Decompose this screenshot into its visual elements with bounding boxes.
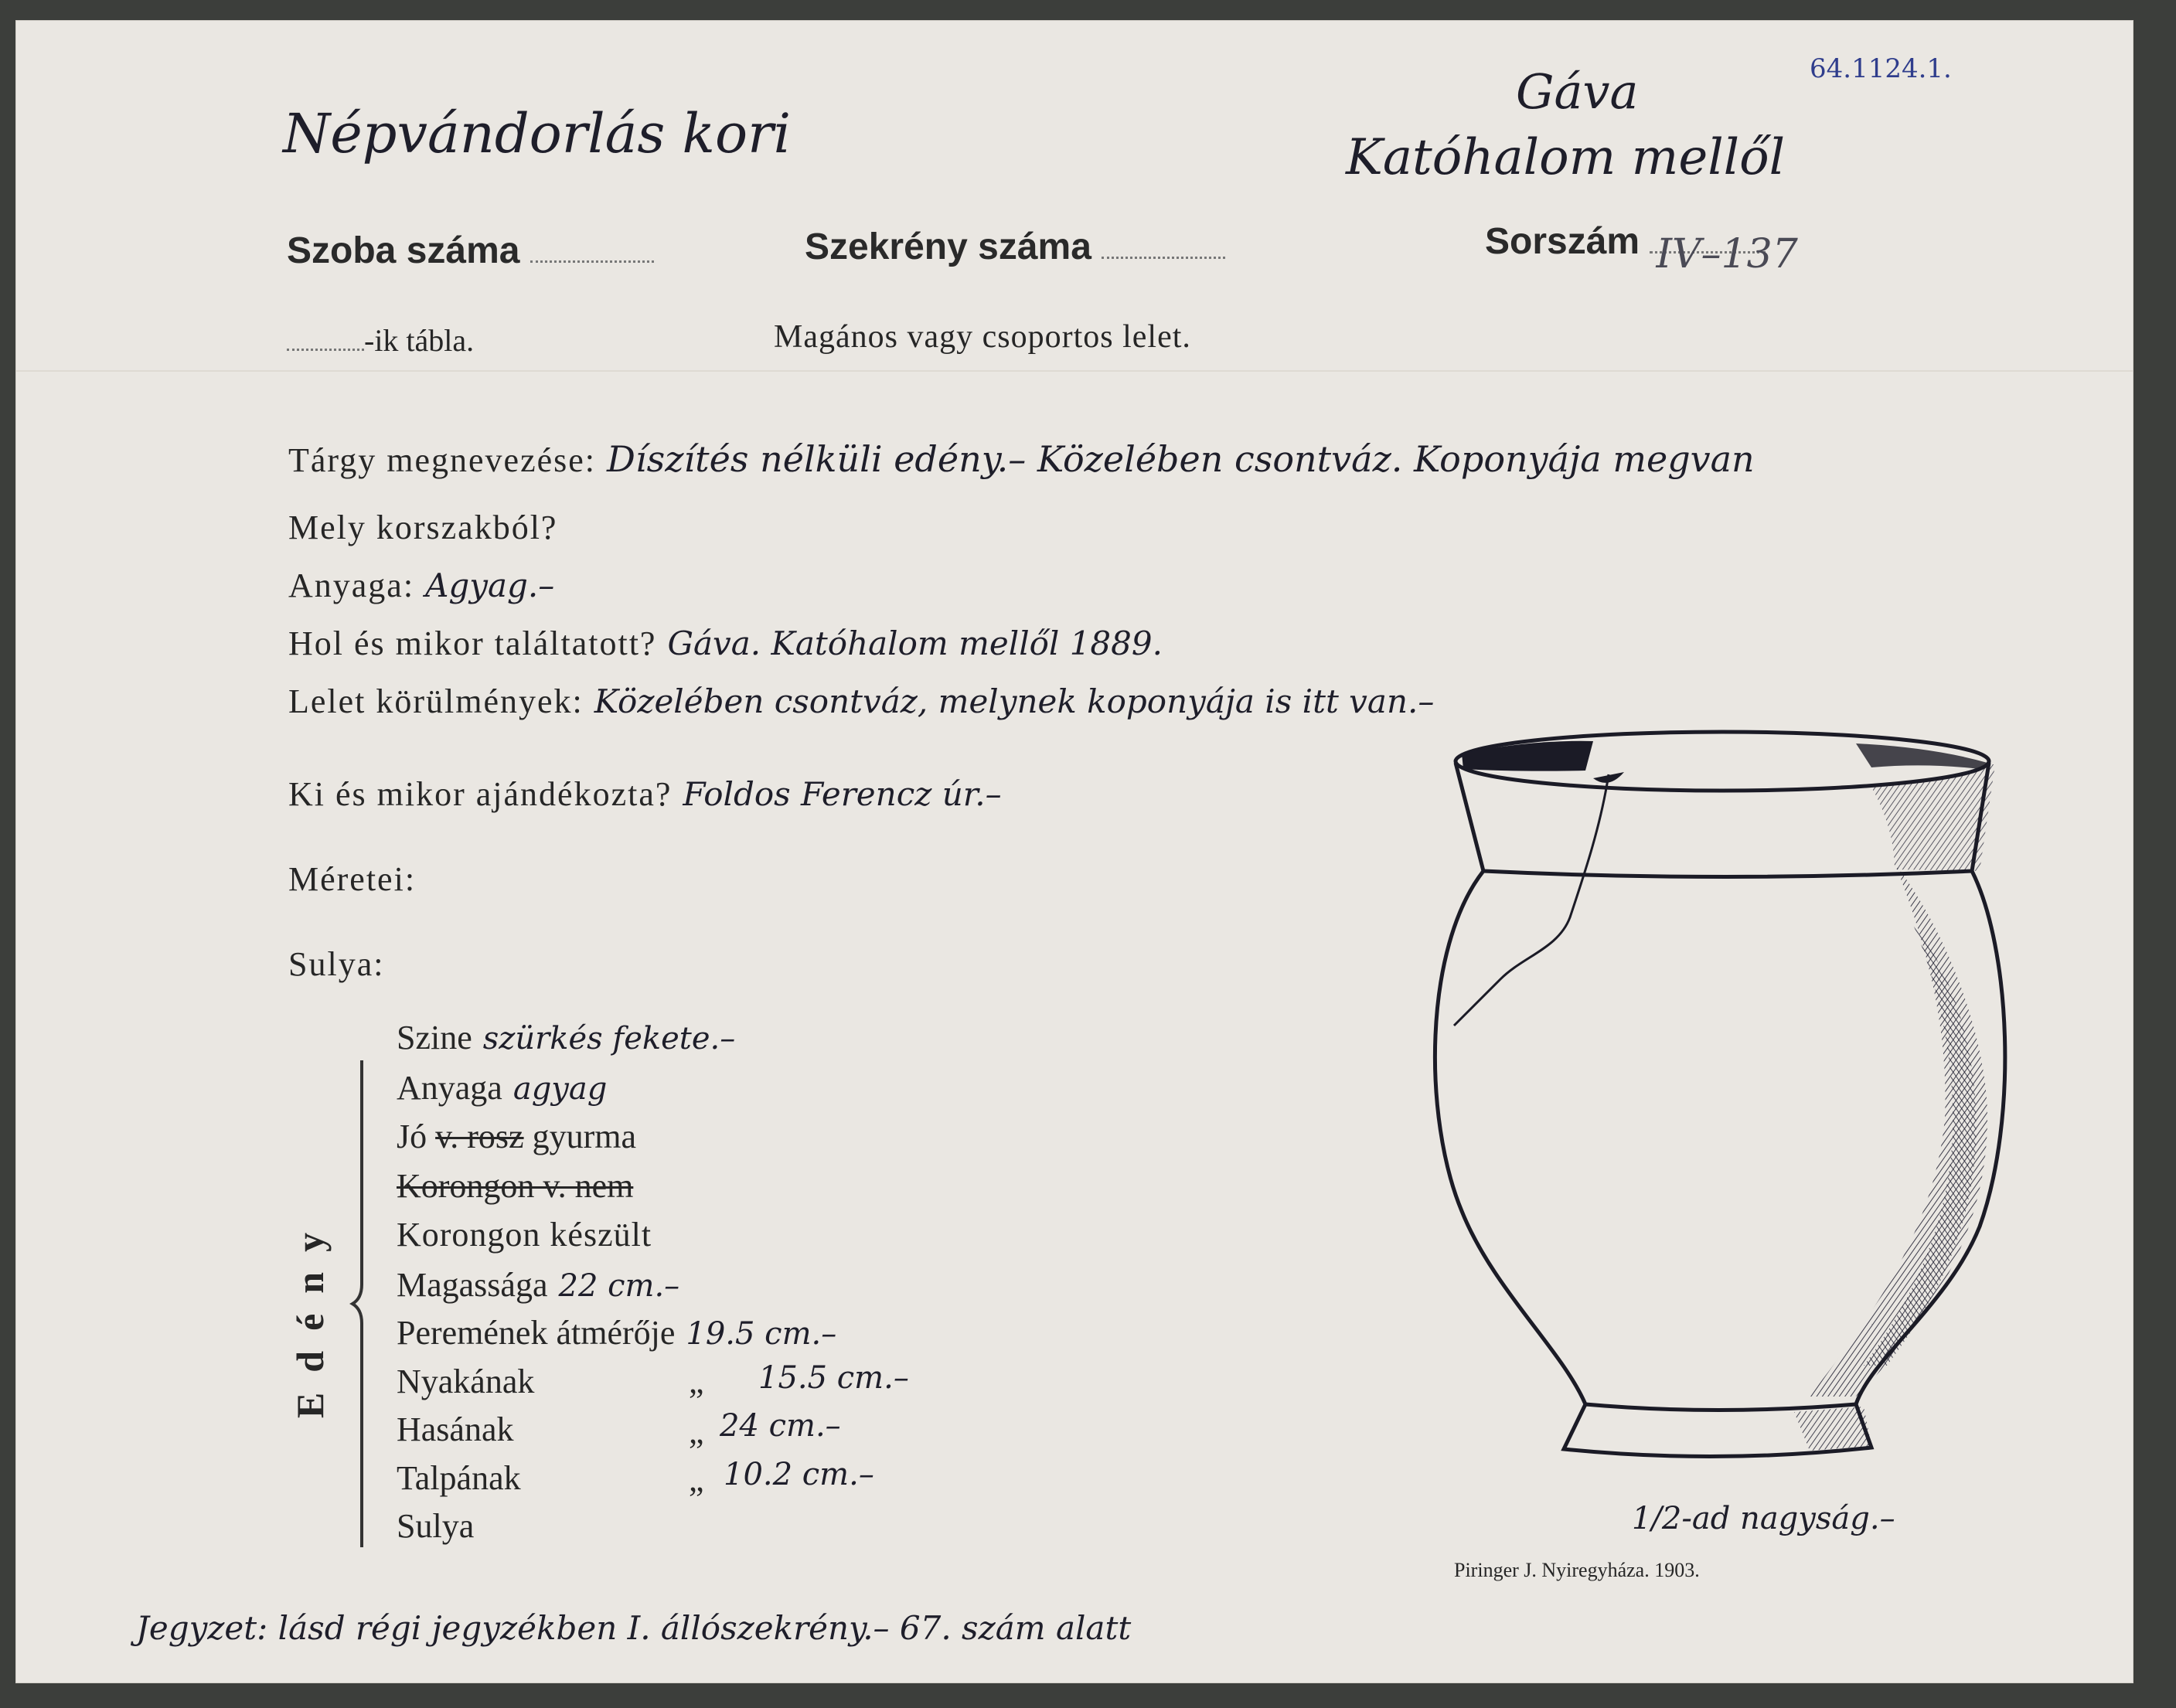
- era-note: Népvándorlás kori: [283, 102, 791, 165]
- cabinet-number-field: [805, 226, 1225, 268]
- vessel-belly-ditto: „: [689, 1413, 704, 1451]
- field-period: [288, 508, 568, 547]
- printer-imprint: Piringer J. Nyiregyháza. 1903.: [1454, 1559, 1700, 1581]
- vessel-height-value: 22 cm.–: [558, 1268, 680, 1304]
- field-value: Gáva. Katóhalom mellől 1889.: [667, 624, 1163, 662]
- vessel-color-row: [397, 1018, 735, 1057]
- vessel-color-label: Szine: [397, 1019, 472, 1056]
- field-label: Ki és mikor ajándékozta?: [288, 775, 673, 813]
- field-label: Lelet körülmények:: [288, 682, 584, 720]
- cabinet-label: Szekrény száma: [805, 226, 1091, 267]
- field-find-circumstances: [288, 682, 1434, 721]
- vessel-rim-value: 19.5 cm.–: [686, 1316, 837, 1352]
- location-note-line2: Katóhalom mellől: [1346, 129, 1786, 186]
- vessel-base-ditto: „: [689, 1461, 704, 1499]
- serial-number-field: [1485, 220, 1798, 277]
- vessel-neck-ditto: „: [689, 1363, 704, 1400]
- field-label: Mely korszakból?: [288, 509, 558, 546]
- table-blank: [287, 349, 364, 351]
- vessel-height-label: Magassága: [397, 1266, 548, 1304]
- field-weight: [288, 944, 395, 984]
- footer-note: Jegyzet: lásd régi jegyzékben I. állószekrény.– 67. szám alatt: [136, 1609, 1132, 1647]
- vessel-neck-value: 15.5 cm.–: [758, 1360, 909, 1396]
- field-value: Foldos Ferencz úr.–: [683, 775, 1002, 813]
- field-dimensions: [288, 859, 427, 899]
- vessel-clay-suffix: gyurma: [532, 1118, 636, 1155]
- room-label: Szoba száma: [287, 230, 520, 271]
- inventory-number: 64.1124.1.: [1810, 53, 1952, 84]
- vessel-neck-label: Nyakának: [397, 1363, 535, 1400]
- vessel-wheel-struck: Korongon v. nem: [397, 1167, 634, 1205]
- room-number-field: [287, 230, 654, 272]
- vessel-rim-label: Peremének átmérője: [397, 1314, 676, 1352]
- vessel-material-value: agyag: [513, 1071, 608, 1107]
- paper-fold-line: [16, 370, 2133, 372]
- field-donor: [288, 774, 1002, 814]
- location-note-line1: Gáva: [1516, 63, 1639, 120]
- find-type-label: Magános vagy csoportos lelet.: [774, 319, 1191, 355]
- cabinet-blank: [1102, 257, 1225, 259]
- drawing-scale-note: 1/2-ad nagyság.–: [1632, 1501, 1895, 1536]
- vessel-weight-label: Sulya: [397, 1507, 475, 1545]
- vessel-height-row: [397, 1265, 679, 1305]
- vessel-belly-value: 24 cm.–: [720, 1408, 841, 1444]
- serial-label: Sorszám: [1485, 221, 1640, 262]
- vessel-drawing: [1392, 716, 2011, 1489]
- vessel-neck-row: [397, 1362, 534, 1401]
- field-value: Közelében csontváz, melynek koponyája is itt van.–: [594, 682, 1435, 720]
- vessel-base-row: [397, 1458, 521, 1498]
- vessel-base-value: 10.2 cm.–: [724, 1457, 874, 1492]
- vessel-material-row: [397, 1068, 607, 1107]
- field-object-name: [288, 438, 1755, 480]
- vessel-belly-label: Hasának: [397, 1410, 514, 1448]
- vessel-color-value: szürkés fekete.–: [482, 1021, 736, 1056]
- vessel-clay-prefix: Jó: [397, 1118, 427, 1155]
- vessel-group-label: Edény: [288, 1212, 332, 1419]
- vessel-wheel-label: Korongon készült: [397, 1216, 652, 1254]
- table-number-field: [287, 322, 474, 359]
- vessel-group-brace: [345, 1053, 376, 1555]
- field-found-where-when: [288, 624, 1163, 663]
- vessel-belly-row: [397, 1410, 514, 1449]
- field-label: Tárgy megnevezése:: [288, 441, 597, 479]
- room-blank: [530, 260, 654, 263]
- vessel-clay-row: [397, 1117, 636, 1156]
- vessel-clay-struck: v. rosz: [435, 1118, 524, 1155]
- vessel-material-label: Anyaga: [397, 1069, 502, 1107]
- field-value: Agyag.–: [425, 566, 555, 604]
- table-suffix: -ik tábla.: [364, 323, 475, 358]
- catalog-card: [15, 20, 2133, 1683]
- field-label: Hol és mikor találtatott?: [288, 624, 657, 662]
- vessel-base-label: Talpának: [397, 1459, 521, 1497]
- field-label: Anyaga:: [288, 566, 415, 604]
- field-label: Méretei:: [288, 860, 417, 898]
- field-material: [288, 566, 554, 605]
- field-value: Díszítés nélküli edény.– Közelében csontváz. Koponyája megvan: [607, 438, 1755, 480]
- serial-blank: [1650, 231, 1798, 277]
- vessel-rim-row: [397, 1313, 836, 1352]
- field-label: Sulya:: [288, 945, 385, 983]
- serial-value: IV–137: [1656, 231, 1798, 277]
